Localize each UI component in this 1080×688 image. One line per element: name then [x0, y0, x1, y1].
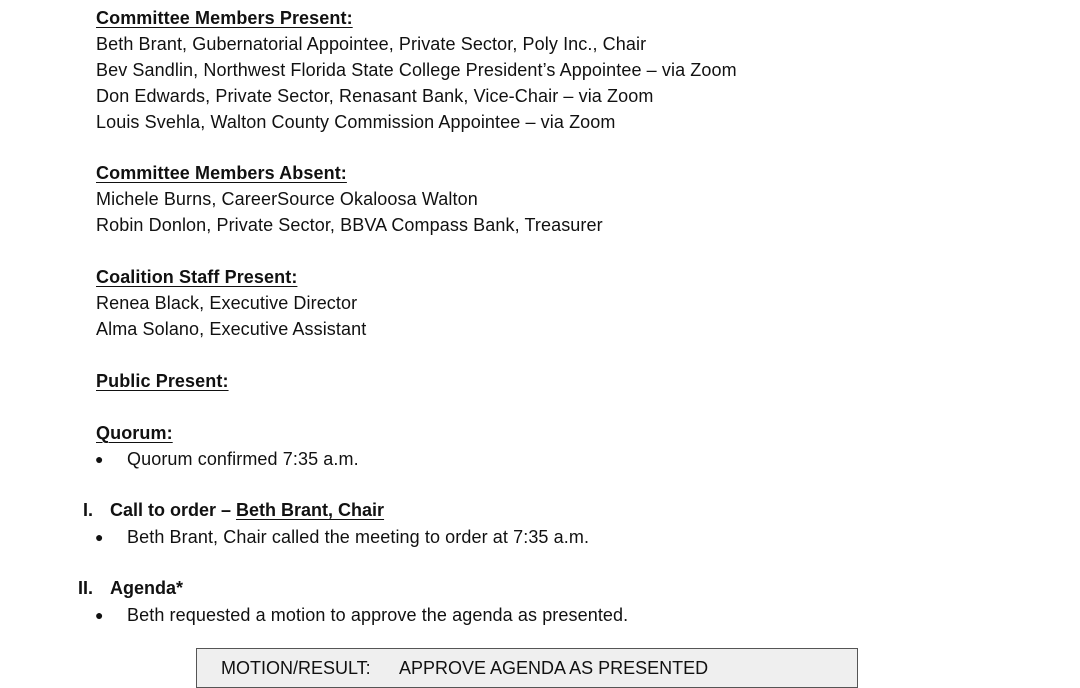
- section-title: [110, 499, 384, 521]
- section-1-bullet-text: Beth Brant, Chair called the meeting to order at 7:35 a.m.: [127, 527, 590, 547]
- committee-absent-heading: Committee Members Absent:: [96, 163, 347, 183]
- section-title: Agenda*: [110, 578, 184, 598]
- committee-present-member: Don Edwards, Private Sector, Renasant Bank, Vice-Chair – via Zoom: [96, 86, 654, 106]
- staff-present-member: Alma Solano, Executive Assistant: [96, 319, 367, 339]
- committee-present-heading: Committee Members Present:: [96, 8, 353, 28]
- bullet-icon: ●: [95, 529, 104, 545]
- committee-absent-member: Robin Donlon, Private Sector, BBVA Compass Bank, Treasurer: [96, 215, 603, 235]
- committee-present-member: Beth Brant, Gubernatorial Appointee, Private Sector, Poly Inc., Chair: [96, 34, 647, 54]
- motion-result-text: APPROVE AGENDA AS PRESENTED: [399, 658, 709, 678]
- quorum-heading: Quorum:: [96, 423, 173, 443]
- committee-present-member: Louis Svehla, Walton County Commission Appointee – via Zoom: [96, 112, 616, 132]
- committee-absent-member: Michele Burns, CareerSource Okaloosa Walton: [96, 189, 478, 209]
- section-title-chair: Beth Brant, Chair: [236, 500, 385, 520]
- staff-present-heading: Coalition Staff Present:: [96, 267, 298, 287]
- bullet-icon: ●: [95, 451, 104, 467]
- staff-present-member: Renea Black, Executive Director: [96, 293, 358, 313]
- section-title-prefix: Call to order –: [110, 500, 237, 520]
- public-present-heading: Public Present:: [96, 371, 229, 391]
- quorum-bullet-text: Quorum confirmed 7:35 a.m.: [127, 449, 359, 469]
- section-number: I.: [83, 500, 94, 520]
- motion-result-box: [196, 648, 858, 688]
- bullet-icon: ●: [95, 607, 104, 623]
- section-number: II.: [78, 578, 94, 598]
- section-2-bullet-text: Beth requested a motion to approve the agenda as presented.: [127, 605, 629, 625]
- committee-present-member: Bev Sandlin, Northwest Florida State College President’s Appointee – via Zoom: [96, 60, 737, 80]
- motion-label: MOTION/RESULT:: [221, 658, 371, 678]
